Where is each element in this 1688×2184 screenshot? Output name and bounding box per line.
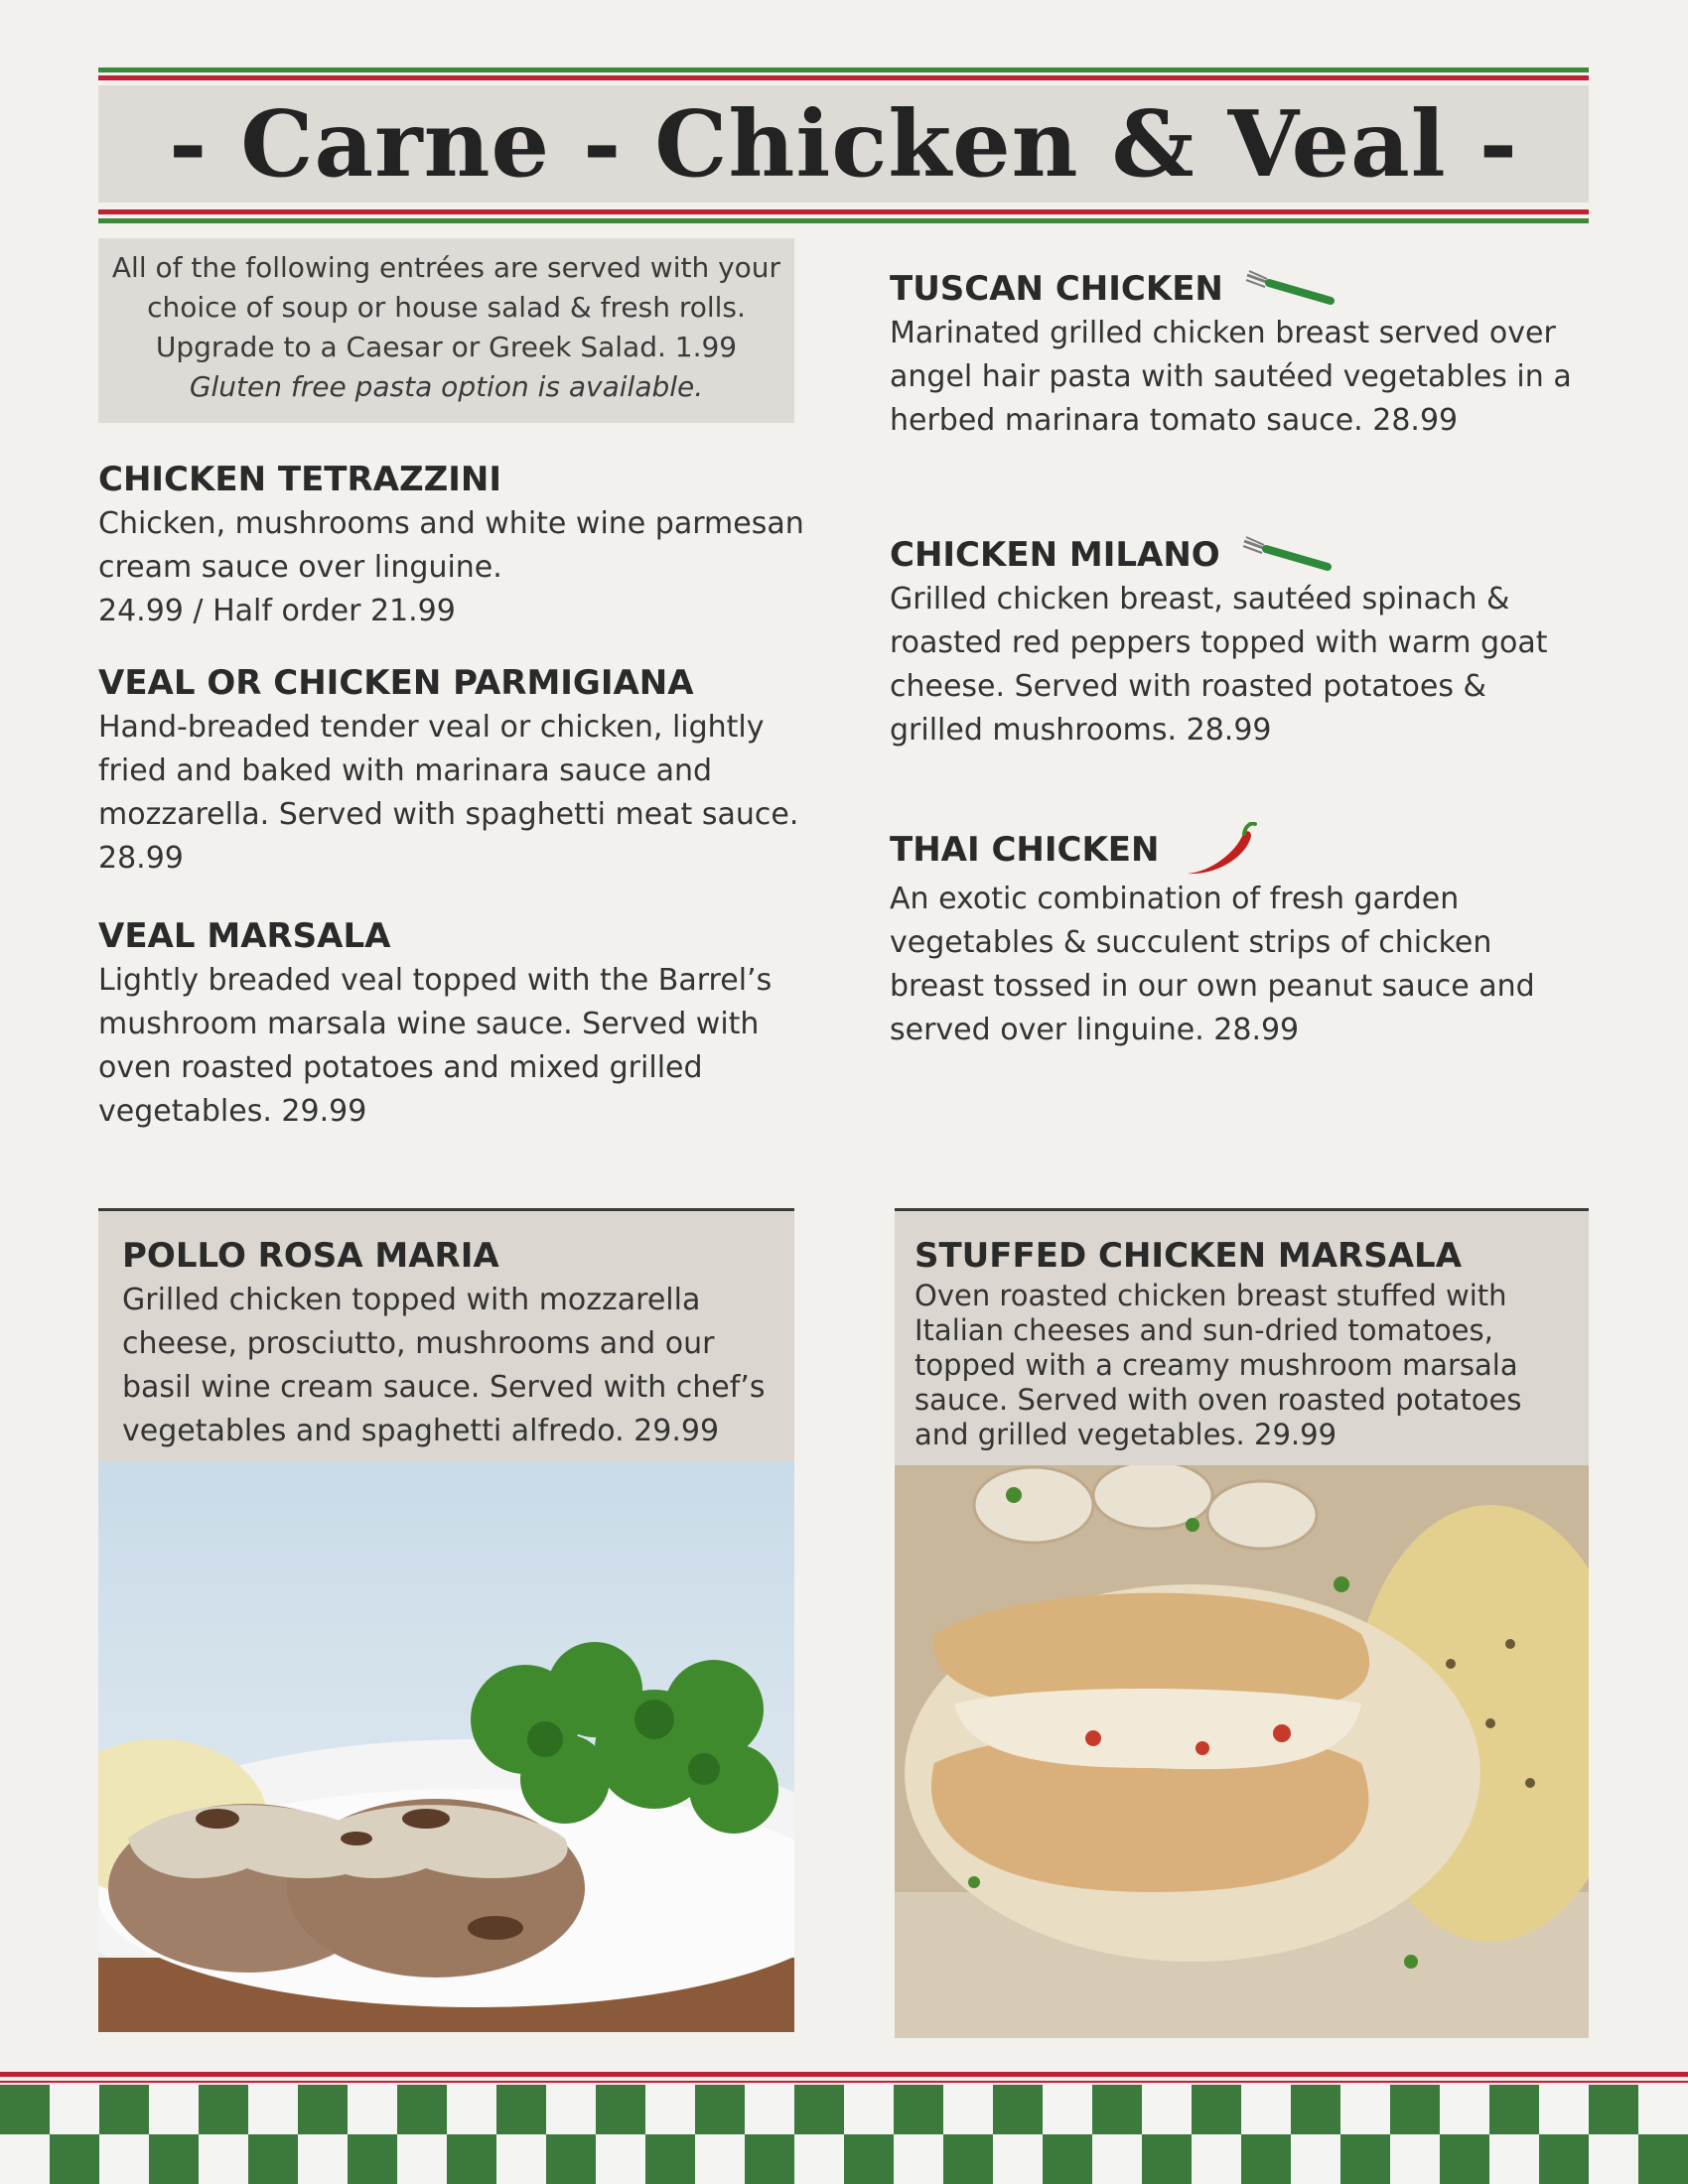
footer-stripe-red-thin <box>0 2081 1688 2083</box>
intro-line: choice of soup or house salad & fresh rolls. <box>147 291 746 324</box>
checker-square <box>1043 2085 1092 2134</box>
chili-pepper-icon <box>1182 822 1261 878</box>
checker-square <box>248 2085 298 2134</box>
checker-square <box>1142 2085 1192 2134</box>
checker-square <box>199 2134 248 2184</box>
fork-icon <box>1242 535 1332 575</box>
menu-item <box>98 913 813 1134</box>
item-name: VEAL MARSALA <box>98 916 391 956</box>
checker-square <box>1440 2134 1489 2184</box>
checker-square <box>844 2134 894 2184</box>
checker-square <box>1440 2085 1489 2134</box>
intro-line: Upgrade to a Caesar or Greek Salad. 1.99 <box>155 331 738 363</box>
checker-square <box>894 2085 943 2134</box>
checker-square <box>546 2134 596 2184</box>
page-title: - Carne - Chicken & Veal - <box>169 90 1518 198</box>
checker-square <box>1489 2134 1539 2184</box>
pollo-rosa-maria-photo <box>98 1461 794 2032</box>
checker-square <box>745 2134 794 2184</box>
checker-square <box>50 2134 99 2184</box>
item-name: TUSCAN CHICKEN <box>890 269 1223 309</box>
checker-square <box>248 2134 298 2184</box>
checker-square <box>1539 2085 1589 2134</box>
checker-square <box>496 2085 546 2134</box>
checker-square <box>397 2085 447 2134</box>
checker-square <box>844 2085 894 2134</box>
checker-square <box>546 2085 596 2134</box>
checker-square <box>1241 2134 1291 2184</box>
checker-square <box>1241 2085 1291 2134</box>
checker-square <box>645 2085 695 2134</box>
checker-square <box>1340 2134 1390 2184</box>
item-description: Lightly breaded veal topped with the Barrel’s mushroom marsala wine sauce. Served with oven roasted potatoes and mixed grilled vegetables. 29.99 <box>98 963 773 1129</box>
item-description: Hand-breaded tender veal or chicken, lightly fried and baked with marinara sauce and mozzarella. Served with spaghetti meat sauce. <box>98 710 799 832</box>
item-description: Grilled chicken topped with mozzarella cheese, prosciutto, mushrooms and our basil wine cream sauce. Served with chef’s vegetables and spaghetti alfredo. 29.99 <box>122 1283 766 1448</box>
checker-square <box>496 2134 546 2184</box>
checker-square <box>1092 2134 1142 2184</box>
checker-square <box>199 2085 248 2134</box>
checker-square <box>794 2085 844 2134</box>
title-stripe-red-top <box>98 75 1589 80</box>
checker-square <box>1092 2085 1142 2134</box>
stuffed-chicken-marsala-photo <box>895 1465 1589 2038</box>
checker-square <box>1291 2085 1340 2134</box>
checker-square <box>149 2134 199 2184</box>
checker-square <box>298 2134 348 2184</box>
item-price: 28.99 <box>98 841 184 876</box>
checker-square <box>0 2085 50 2134</box>
checker-square <box>1589 2085 1638 2134</box>
checker-square <box>943 2085 993 2134</box>
item-name-row <box>890 266 1585 312</box>
item-name: THAI CHICKEN <box>890 830 1160 870</box>
item-price: 24.99 / Half order 21.99 <box>98 594 456 628</box>
item-name: CHICKEN TETRAZZINI <box>98 460 502 499</box>
checker-square <box>794 2134 844 2184</box>
gluten-free-note: Gluten free pasta option is available. <box>189 370 704 403</box>
fork-icon <box>1245 269 1335 309</box>
checker-square <box>894 2134 943 2184</box>
title-stripe-green-bottom <box>98 218 1589 223</box>
checker-square <box>298 2085 348 2134</box>
checker-square <box>1043 2134 1092 2184</box>
checker-square <box>397 2134 447 2184</box>
title-banner <box>98 85 1589 203</box>
dish-photo-illustration <box>895 1465 1589 2038</box>
checker-square <box>50 2085 99 2134</box>
featured-item-panel <box>98 1208 794 1461</box>
checker-square <box>1489 2085 1539 2134</box>
checker-square <box>1589 2134 1638 2184</box>
checker-square <box>1390 2085 1440 2134</box>
checker-square <box>1192 2134 1241 2184</box>
checker-square <box>745 2085 794 2134</box>
checker-square <box>1539 2134 1589 2184</box>
checker-square <box>1340 2085 1390 2134</box>
checker-square <box>1638 2085 1688 2134</box>
checker-square <box>1142 2134 1192 2184</box>
checker-square <box>149 2085 199 2134</box>
checker-square <box>348 2134 397 2184</box>
title-stripe-green-top <box>98 68 1589 72</box>
checker-square <box>993 2134 1043 2184</box>
item-name: POLLO ROSA MARIA <box>122 1236 499 1276</box>
item-name: STUFFED CHICKEN MARSALA <box>914 1236 1463 1276</box>
item-description: Chicken, mushrooms and white wine parmesan cream sauce over linguine. <box>98 506 804 585</box>
footer-stripe-red <box>0 2072 1688 2077</box>
featured-item-panel <box>895 1208 1589 1465</box>
checker-square <box>99 2085 149 2134</box>
menu-item <box>98 660 813 881</box>
menu-item <box>890 266 1585 443</box>
menu-item <box>98 457 813 633</box>
intro-note <box>98 238 794 423</box>
checker-square <box>1192 2085 1241 2134</box>
menu-item <box>890 532 1585 752</box>
checker-square <box>1291 2134 1340 2184</box>
checker-square <box>1390 2134 1440 2184</box>
checker-square <box>645 2134 695 2184</box>
item-description: Grilled chicken breast, sautéed spinach & roasted red peppers topped with warm goat cheese. Served with roasted potatoes & grilled mushrooms. 28.99 <box>890 582 1548 748</box>
item-name-row <box>890 532 1585 578</box>
item-description: Oven roasted chicken breast stuffed with Italian cheeses and sun-dried tomatoes, topped with a creamy mushroom marsala sauce. Served with oven roasted potatoes and grilled vegetables. 29.99 <box>914 1279 1522 1451</box>
checker-square <box>596 2134 645 2184</box>
checker-square <box>695 2085 745 2134</box>
dish-photo-illustration <box>98 1461 794 2032</box>
checker-square <box>348 2085 397 2134</box>
checker-square <box>447 2134 496 2184</box>
checker-square <box>0 2134 50 2184</box>
checkered-footer <box>0 2085 1688 2184</box>
intro-line: All of the following entrées are served with your <box>111 251 781 284</box>
title-stripe-red-bottom <box>98 209 1589 214</box>
checker-square <box>99 2134 149 2184</box>
item-name: VEAL OR CHICKEN PARMIGIANA <box>98 663 694 703</box>
item-name-row <box>890 822 1585 878</box>
checker-square <box>943 2134 993 2184</box>
menu-item <box>890 822 1585 1052</box>
checker-square <box>596 2085 645 2134</box>
item-description: An exotic combination of fresh garden vegetables & succulent strips of chicken breast tossed in our own peanut sauce and served over linguine. 28.99 <box>890 882 1535 1047</box>
item-name: CHICKEN MILANO <box>890 535 1220 575</box>
checker-square <box>993 2085 1043 2134</box>
checker-square <box>447 2085 496 2134</box>
checker-square <box>1638 2134 1688 2184</box>
item-description: Marinated grilled chicken breast served over angel hair pasta with sautéed vegetables in a herbed marinara tomato sauce. 28.99 <box>890 316 1572 438</box>
checker-square <box>695 2134 745 2184</box>
